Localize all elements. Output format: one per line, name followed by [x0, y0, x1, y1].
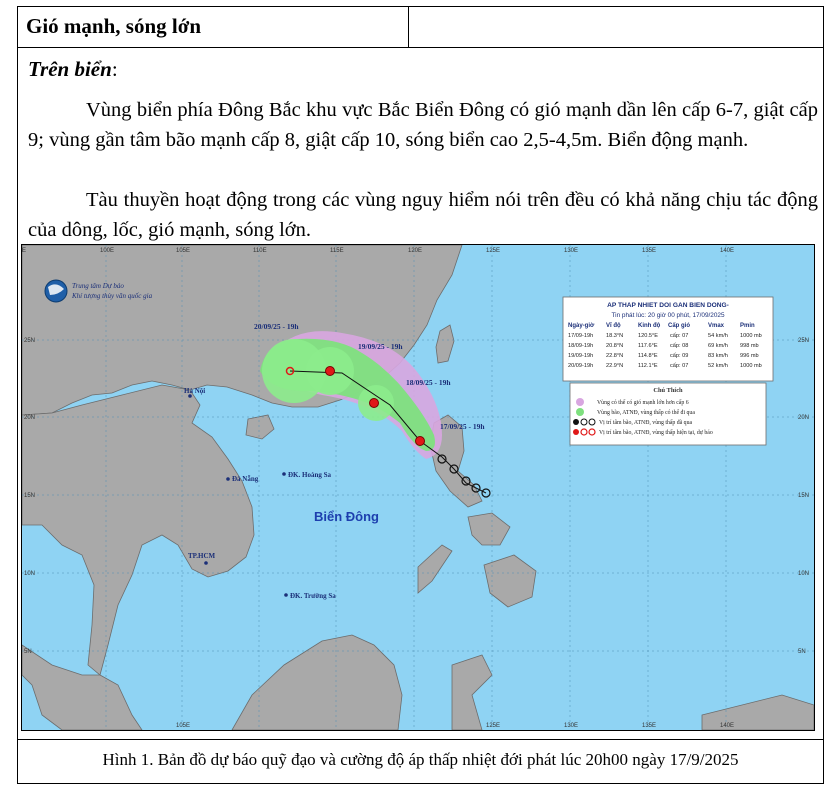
- caption-row: [18, 739, 823, 784]
- island-dot-icon: [284, 593, 288, 597]
- track-label-20: 20/09/25 - 19h: [254, 322, 299, 331]
- info-cell: cấp: 07: [670, 363, 689, 369]
- paragraph-sea-warning: Vùng biển phía Đông Bắc khu vực Bắc Biển Đông có gió mạnh dần lên cấp 6-7, giật cấp 9; vùng gần tâm bão mạnh cấp 8, giật cấp 10, sóng biển cao 2,5-4,5m. Biển động mạnh.: [28, 99, 818, 151]
- lon-label-top: 100E: [100, 248, 115, 254]
- lat-label-right: 20N: [798, 415, 810, 421]
- lon-label-top: 130E: [564, 248, 579, 254]
- info-cell: 1000 mb: [740, 363, 762, 369]
- info-header: Kinh độ: [638, 323, 661, 329]
- info-header: Vmax: [708, 323, 725, 329]
- track-label-18: 18/09/25 - 19h: [406, 378, 451, 387]
- track-label-17: 17/09/25 - 19h: [440, 422, 485, 431]
- storm-info-box: [563, 297, 773, 381]
- lon-label-top: 110E: [253, 248, 267, 254]
- info-box-issued: Tin phát lúc: 20 giờ 00 phút, 17/09/2025: [611, 312, 725, 319]
- forecast-map-svg: [22, 245, 814, 730]
- info-header: Pmin: [740, 323, 755, 329]
- lon-label-top: 105E: [176, 248, 191, 254]
- info-cell: 112.1°E: [638, 363, 658, 369]
- info-header: Ngày-giờ: [568, 323, 595, 329]
- header-title: Gió mạnh, sóng lớn: [26, 14, 202, 38]
- lon-label-top: 120E: [408, 248, 423, 254]
- info-cell: 120.5°E: [638, 333, 658, 339]
- info-cell: 1000 mb: [740, 333, 762, 339]
- current-position-icon: [416, 437, 425, 446]
- city-dot-icon: [204, 561, 208, 565]
- lat-label-right: 10N: [798, 571, 810, 577]
- section-label-colon: :: [111, 57, 118, 81]
- lon-label-bottom: 125E: [486, 723, 501, 729]
- info-cell: 20.8°N: [606, 343, 624, 349]
- lon-label-bottom: 140E: [720, 723, 735, 729]
- lat-label-right: 5N: [798, 649, 806, 655]
- agency-name-line2: Khí tượng thủy văn quốc gia: [72, 292, 153, 300]
- lon-label-top: 125E: [486, 248, 501, 254]
- info-header: Cấp gió: [668, 323, 690, 329]
- legend-item: Vùng bão, ATNĐ, vùng thấp có thể đi qua: [597, 410, 695, 416]
- lon-label-bottom: 130E: [564, 723, 579, 729]
- section-label: [28, 57, 118, 82]
- section-label-text: Trên biển: [28, 57, 112, 81]
- lat-label-left: 20N: [24, 415, 36, 421]
- header-row: [18, 7, 823, 48]
- purple-zone-swatch-icon: [576, 398, 584, 406]
- info-cell: 18.3°N: [606, 333, 624, 339]
- info-cell: cấp: 08: [670, 343, 689, 349]
- lat-label-right: 15N: [798, 493, 810, 499]
- info-cell: 117.6°E: [638, 343, 658, 349]
- lat-label-left: 10N: [24, 571, 36, 577]
- info-cell: 54 km/h: [708, 333, 728, 339]
- info-cell: 22.8°N: [606, 353, 624, 359]
- info-cell: 998 mb: [740, 343, 759, 349]
- past-storm-symbol-icon: [573, 419, 579, 425]
- forecast-map: [21, 244, 815, 731]
- info-box-title: AP THAP NHIET DOI GAN BIEN DONG-: [607, 302, 729, 309]
- lon-label-bottom: 105E: [176, 723, 191, 729]
- info-header: Vĩ độ: [606, 323, 621, 329]
- info-cell: 19/09-19h: [568, 353, 594, 359]
- legend-item: Vùng có thể có gió mạnh lớn hơn cấp 6: [597, 400, 689, 406]
- lon-label-top: 115E: [330, 248, 344, 254]
- info-cell: 52 km/h: [708, 363, 728, 369]
- lat-label-left: 15N: [24, 493, 36, 499]
- place-hanoi: Hà Nội: [184, 387, 206, 395]
- info-cell: cấp: 07: [670, 333, 689, 339]
- info-cell: 69 km/h: [708, 343, 728, 349]
- agency-name-line1: Trung tâm Dự báo: [72, 282, 124, 290]
- legend-title: Chú Thích: [653, 387, 683, 394]
- figure-caption: Hình 1. Bản đồ dự báo quỹ đạo và cường độ áp thấp nhiệt đới phát lúc 20h00 ngày 17/9/2025: [102, 750, 739, 769]
- lat-label-left: 25N: [24, 338, 36, 344]
- place-bien-dong: Biển Đông: [314, 509, 379, 524]
- island-dot-icon: [282, 472, 286, 476]
- place-danang: Đà Nẵng: [232, 475, 259, 483]
- legend-item: Vị trí tâm bão, ATNĐ, vùng thấp hiện tại, dự báo: [599, 430, 713, 436]
- place-hoangsa: ĐK. Hoàng Sa: [288, 471, 331, 479]
- current-storm-symbol-icon: [573, 429, 579, 435]
- info-cell: 83 km/h: [708, 353, 728, 359]
- lat-label-left: 5N: [24, 649, 32, 655]
- track-label-19: 19/09/25 - 19h: [358, 342, 403, 351]
- legend-item: Vị trí tâm bão, ATNĐ, vùng thấp đã qua: [599, 420, 693, 426]
- place-tphcm: TP.HCM: [188, 552, 216, 560]
- svg-text:E: E: [22, 248, 27, 254]
- info-cell: 18/09-19h: [568, 343, 594, 349]
- info-cell: 20/09-19h: [568, 363, 594, 369]
- info-cell: 22.9°N: [606, 363, 624, 369]
- forecast-position-icon: [370, 399, 379, 408]
- map-legend: [570, 383, 766, 445]
- city-dot-icon: [226, 477, 230, 481]
- lon-label-bottom: 135E: [642, 723, 657, 729]
- paragraph-ship-warning: Tàu thuyền hoạt động trong các vùng nguy hiểm nói trên đều có khả năng chịu tác động của dông, lốc, gió mạnh, sóng lớn.: [28, 189, 818, 241]
- lon-label-top: 135E: [642, 248, 657, 254]
- info-cell: 996 mb: [740, 353, 759, 359]
- info-cell: 114.8°E: [638, 353, 658, 359]
- header-divider: [408, 7, 409, 47]
- forecast-position-icon: [326, 367, 335, 376]
- lat-label-right: 25N: [798, 338, 810, 344]
- info-cell: cấp: 09: [670, 353, 689, 359]
- info-cell: 17/09-19h: [568, 333, 594, 339]
- place-truongsa: ĐK. Trường Sa: [290, 592, 336, 600]
- lon-label-top: 140E: [720, 248, 735, 254]
- green-zone-swatch-icon: [576, 408, 584, 416]
